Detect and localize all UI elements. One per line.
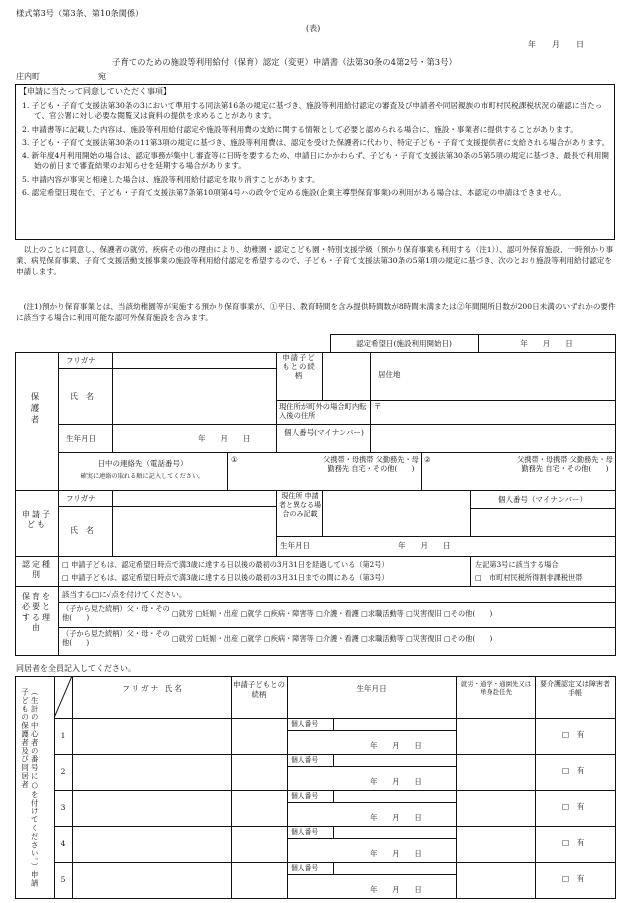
reason-label: 保育を必要とする理由 <box>22 592 52 633</box>
contact-1-marker: ① <box>231 455 238 464</box>
household-birthdate-input[interactable]: 年 月 日 <box>370 813 422 822</box>
household-birthdate-input[interactable]: 年 月 日 <box>370 849 422 858</box>
household-care-checkbox[interactable]: □ 有 <box>562 874 585 883</box>
household-birthdate-input[interactable]: 年 月 日 <box>370 885 422 894</box>
postal-mark: 〒 <box>374 402 382 411</box>
household-care-checkbox[interactable]: □ 有 <box>562 838 585 847</box>
addressee-suffix: 宛 <box>98 72 106 81</box>
guardian-mynumber-label: 個人番号(マイナンバー) <box>284 428 364 437</box>
household-row-number: 5 <box>60 875 66 884</box>
household-name-input[interactable] <box>73 827 230 861</box>
household-mynumber-label: 個人番号 <box>291 720 319 728</box>
kind-3-checkbox[interactable]: □ 申請子どもは、認定希望日時点で満3歳に達する日以後の最初の3月31日までの間にある（第3号） <box>62 573 389 582</box>
household-title: 同居者を全員記入してください。 <box>16 664 136 673</box>
household-relation-input[interactable] <box>232 755 286 789</box>
form-side-label: (表) <box>306 24 321 33</box>
residence-label: 居住地 <box>378 370 401 379</box>
wish-date-label: 認定希望日(施設利用開始日) <box>356 339 452 348</box>
notice-item: 6. 認定希望日現在で、子ども・子育て支援法第7条第10項第4号ハの政令で定める施設(企業主導型保育事業)の利用がある場合は、本認定の申請はできません。 <box>22 187 566 197</box>
household-relation-input[interactable] <box>232 719 286 753</box>
guardian-birthdate-input[interactable]: 年 月 日 <box>198 434 251 443</box>
household-side-note: （生計の中心者の番号に○を付けてください。）申請子どもの保護者及び同居者 <box>20 688 40 888</box>
household-name-input[interactable] <box>73 719 230 753</box>
notice-item: 5. 申請内容が事実と相違した場合は、施設等利用給付認定を取り消すことがあります。 <box>22 174 320 184</box>
kind-label: 認定種別 <box>22 560 52 580</box>
contact-2-input[interactable] <box>434 454 514 488</box>
child-name-label: 氏 名 <box>70 526 94 535</box>
reason-2-options[interactable]: □就労 □妊娠・出産 □就学 □疾病・障害等 □介護・看護 □求職活動等 □災害復旧 □その他( ) <box>172 634 493 643</box>
col-work: 就労・通学・通園先又は単身赴任先 <box>460 680 532 697</box>
col-birthdate: 生年月日 <box>356 684 387 693</box>
child-address-input[interactable] <box>323 491 469 535</box>
guardian-furigana-input[interactable] <box>113 353 275 367</box>
outside-town-address-input[interactable] <box>382 402 614 423</box>
notice-header: 【申請に当たって同意していただく事項】 <box>19 87 171 96</box>
consent-paragraph: 以上のことに同意し、保護者の就労、疾病その他の理由により、幼稚園・認定こども園・特別支援学級（預かり保育事業も利用する（注1））、認可外保育施設、一時預かり事業、病児保育事業、子育て支援活動支援事業の施設等利用給付認定を希望するので、子ども・子育て支援法第30条の5第1項の規定に基づき、次のとおり施設等利用給付認定を申請します。 <box>16 245 614 276</box>
child-birthdate-label: 生年月日 <box>280 541 310 550</box>
contact-1-input[interactable] <box>240 454 320 488</box>
household-mynumber-label: 個人番号 <box>291 864 319 872</box>
reason-1-relation[interactable]: （子から見た続柄）父・母・その他( ) <box>62 604 170 623</box>
reason-instruction: 該当する□に✓点を付けてください。 <box>62 590 187 599</box>
kind-2-checkbox[interactable]: □ 申請子どもは、認定希望日時点で満3歳に達する日以後の最初の3月31日を経過している（第2号） <box>62 560 389 569</box>
household-care-checkbox[interactable]: □ 有 <box>562 730 585 739</box>
household-mynumber-label: 個人番号 <box>291 792 319 800</box>
child-name-input[interactable] <box>113 507 275 555</box>
household-work-input[interactable] <box>457 827 534 861</box>
guardian-label: 保護者 <box>29 392 40 427</box>
guardian-mynumber-input[interactable] <box>371 425 614 451</box>
household-mynumber-input[interactable] <box>334 719 455 729</box>
household-relation-input[interactable] <box>232 791 286 825</box>
household-relation-input[interactable] <box>232 827 286 861</box>
household-mynumber-label: 個人番号 <box>291 828 319 836</box>
contact-2-marker: ② <box>424 455 431 464</box>
household-name-input[interactable] <box>73 791 230 825</box>
col-care: 要介護認定又は障害者手帳 <box>540 680 610 698</box>
header-diagonal-line <box>54 676 72 718</box>
household-name-input[interactable] <box>73 863 230 897</box>
addressee-town: 庄内町 <box>16 72 40 81</box>
guardian-name-label: 氏 名 <box>70 392 94 401</box>
guardian-relation-input[interactable] <box>323 353 369 399</box>
household-row-number: 2 <box>60 767 66 776</box>
guardian-birthdate-label: 生年月日 <box>66 434 96 443</box>
household-work-input[interactable] <box>457 791 534 825</box>
household-mynumber-input[interactable] <box>334 863 455 873</box>
contact-label: 日中の連絡先（電話番号） <box>97 459 188 468</box>
household-care-checkbox[interactable]: □ 有 <box>562 802 585 811</box>
outside-town-label: 現住所が町外の場合町内転入後の住所 <box>279 402 367 421</box>
notice-item: 3. 子ども・子育て支援法第30条の11第3項の規定に基づき、施設等利用費は、認定を受けた保護者に代わり、特定子ども・子育て支援提供者に支給される場合があります。 <box>22 137 610 147</box>
household-birthdate-input[interactable]: 年 月 日 <box>370 741 422 750</box>
contact-note: 確実に連絡の取れる順に記入してください。 <box>80 473 205 480</box>
notice-item: 1. 子ども・子育て支援法第30条の3において準用する同法第16条の規定に基づき、施設等利用給付認定の審査及び申請者や同居親族の市町村民税課税状況の確認に当たって、官公署に対し必要な閲覧又は資料の提供を求めることがあります。 <box>22 101 603 121</box>
child-mynumber-input[interactable] <box>471 509 614 535</box>
household-birthdate-input[interactable]: 年 月 日 <box>370 777 422 786</box>
col-relation: 申請子どもとの続柄 <box>233 680 285 699</box>
guardian-furigana-label: フリガナ <box>66 356 96 365</box>
wish-date-input[interactable]: 年 月 日 <box>520 339 573 348</box>
child-furigana-input[interactable] <box>113 491 275 505</box>
child-label: 申請子ども <box>22 510 52 530</box>
contact-1-options[interactable]: 父携帯・母携帯 父勤務先・母勤務先 自宅・その他( ) <box>323 455 419 474</box>
household-relation-input[interactable] <box>232 863 286 897</box>
consent-notice-box <box>15 84 615 240</box>
note1-paragraph: (注1)預かり保育事業とは、当該幼稚園等が実施する預かり保育事業が、①平日、教育時間を含み提供時間数が8時間未満または②年間開所日数が200日未満のいずれかの要件に該当する場合に利用可能な認可外保育施設を含みます。 <box>16 302 616 322</box>
reason-1-options[interactable]: □就労 □妊娠・出産 □就学 □疾病・障害等 □介護・看護 □求職活動等 □災害復旧 □その他( ) <box>172 609 493 618</box>
household-work-input[interactable] <box>457 719 534 753</box>
col-furigana-name: フリガナ 氏名 <box>122 684 184 693</box>
page-title: 子育てのための施設等利用給付（保育）認定（変更）申請書（法第30条の4第2号・第3号） <box>112 57 457 67</box>
form-number: 様式第3号（第3条、第10条関係） <box>16 8 144 18</box>
child-mynumber-label: 個人番号（マイナンバー） <box>498 495 587 504</box>
household-care-checkbox[interactable]: □ 有 <box>562 766 585 775</box>
application-date[interactable]: 年 月 日 <box>528 40 584 49</box>
household-work-input[interactable] <box>457 863 534 897</box>
household-mynumber-input[interactable] <box>334 827 455 837</box>
residence-input[interactable] <box>420 353 614 399</box>
kind-right-title: 左記第3号に該当する場合 <box>475 560 559 569</box>
notice-item: 4. 新年度4月利用開始の場合は、認定事務が集中し審査等に日時を要するため、申請日にかかわらず、子ども・子育て支援法第30条の5第5項の規定に基づき、最長で利用開始の前日まで審査結果のお知らせを延期する場合があります。 <box>22 151 609 171</box>
household-row-number: 1 <box>60 731 66 740</box>
household-work-input[interactable] <box>457 755 534 789</box>
guardian-relation-label: 申請子どもとの続柄 <box>282 353 316 380</box>
child-furigana-label: フリガナ <box>66 494 96 503</box>
household-mynumber-input[interactable] <box>334 791 455 801</box>
household-mynumber-input[interactable] <box>334 755 455 765</box>
household-row-number: 3 <box>60 803 66 812</box>
household-name-input[interactable] <box>73 755 230 789</box>
household-mynumber-label: 個人番号 <box>291 756 319 764</box>
notice-list <box>22 101 610 201</box>
notice-item: 2. 申請書等に記載した内容は、施設等利用給付認定や施設等利用費の支給に関する情報として必要と認められる場合に、施設・事業者に提供することがあります。 <box>22 124 578 134</box>
child-address-label: 現住所 申請者と異なる場合のみ記載 <box>279 492 321 519</box>
guardian-name-input[interactable] <box>113 369 275 423</box>
contact-2-options[interactable]: 父携帯・母携帯 父勤務先・母勤務先 自宅・その他( ) <box>517 455 613 474</box>
nontaxable-household-checkbox[interactable]: □ 市町村民税所得割非課税世帯 <box>475 573 583 582</box>
reason-2-relation[interactable]: （子から見た続柄）父・母・その他( ) <box>62 629 170 648</box>
household-row-number: 4 <box>60 839 66 848</box>
child-birthdate-input[interactable]: 年 月 日 <box>398 541 451 550</box>
